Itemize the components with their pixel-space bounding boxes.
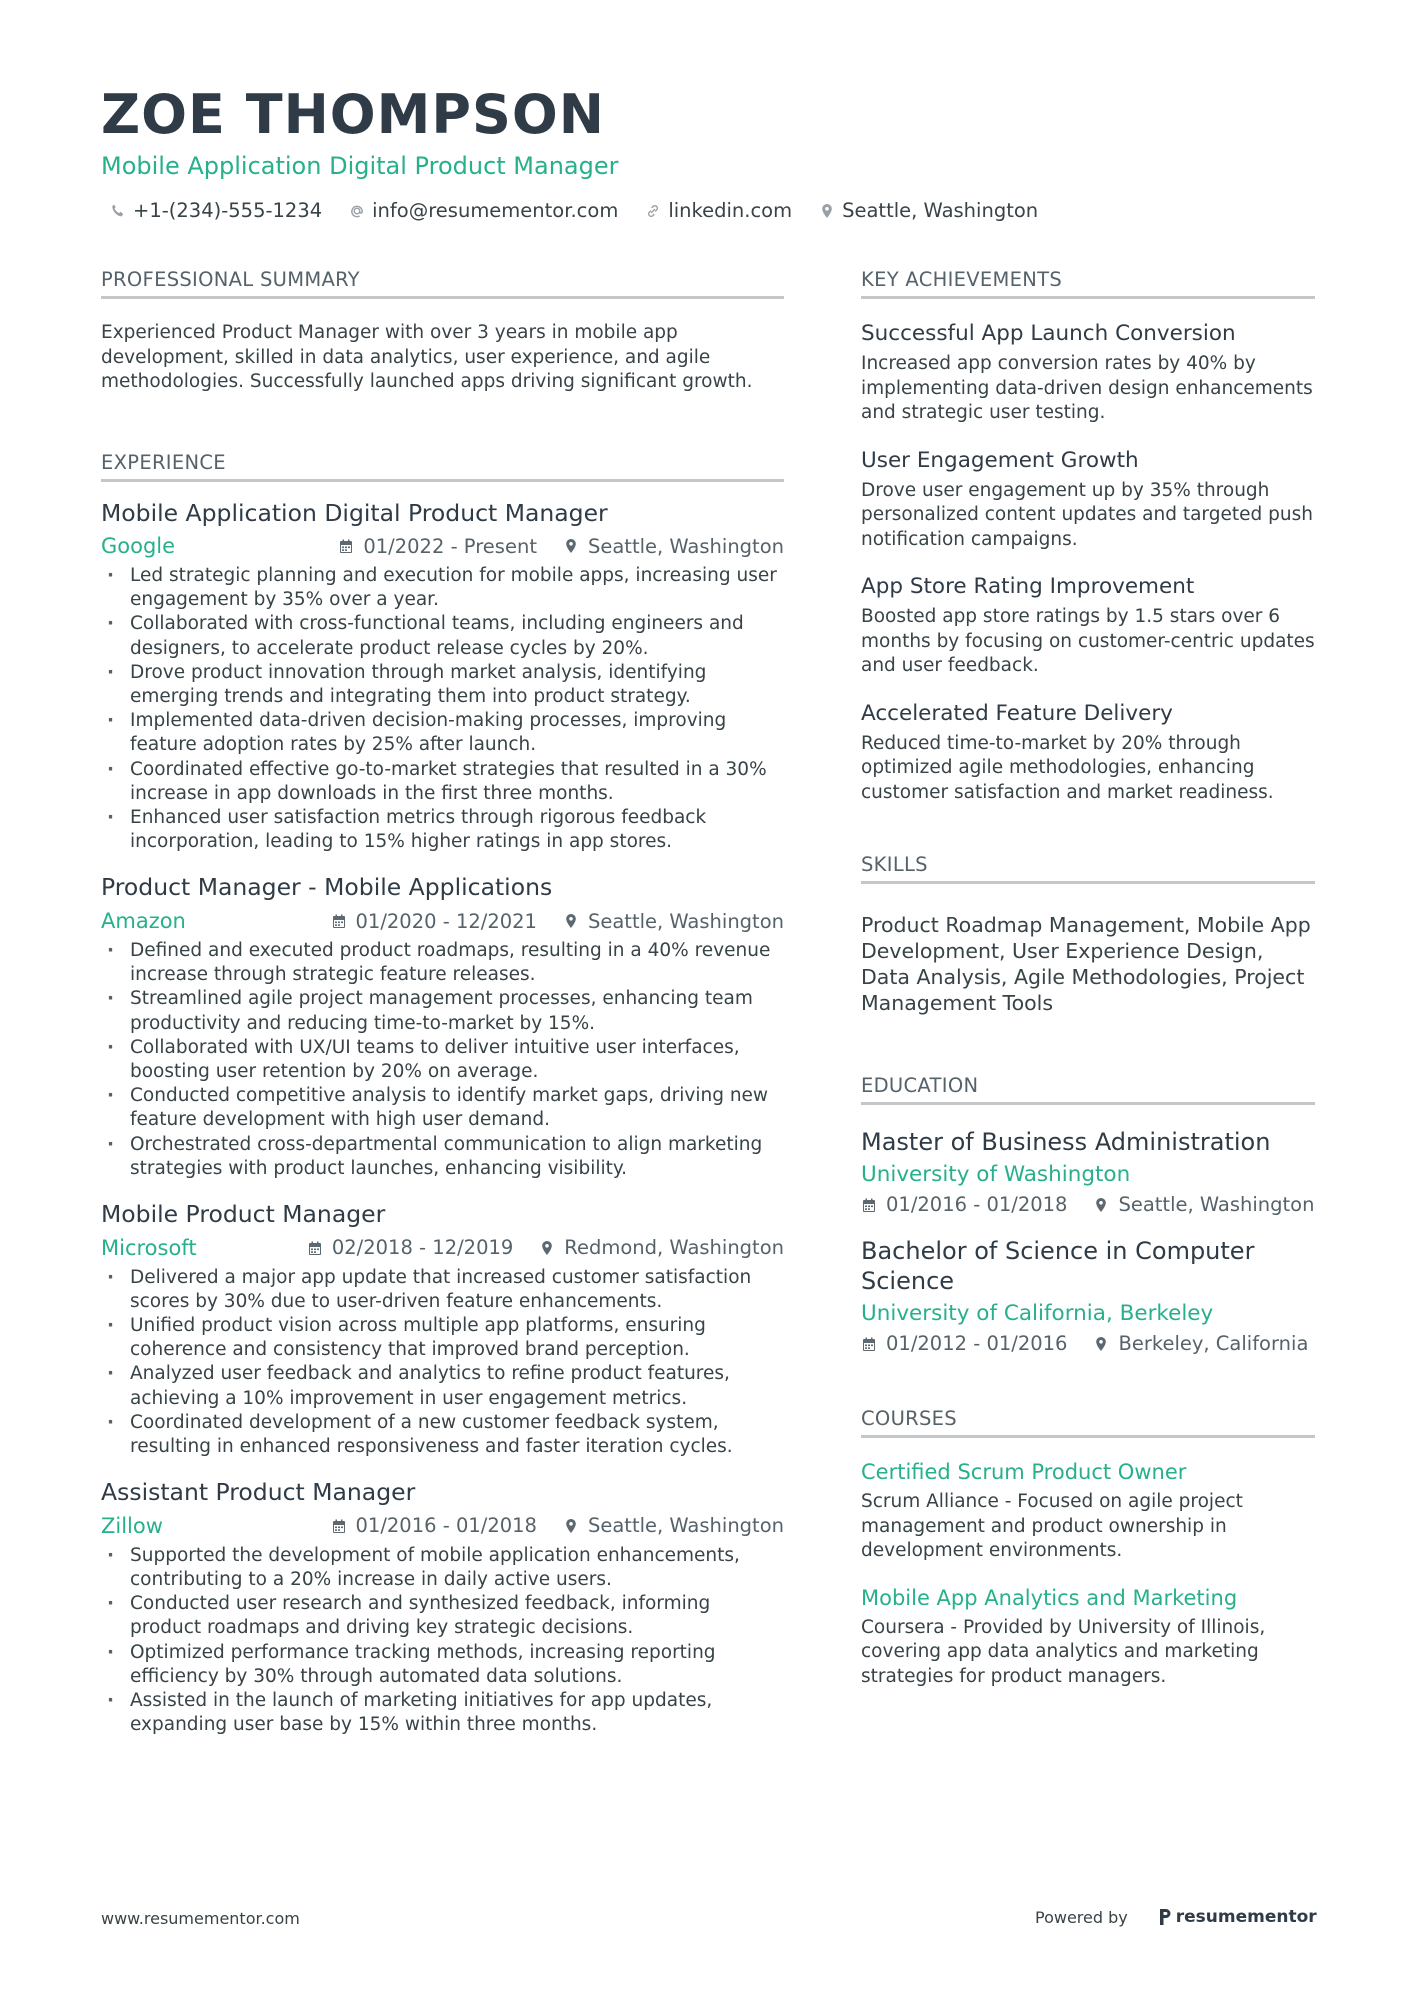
contact-email[interactable] <box>349 199 618 222</box>
school: University of Washington <box>861 1162 1131 1187</box>
achievement-title: Successful App Launch Conversion <box>861 321 1236 346</box>
location-text: Seattle, Washington <box>587 1514 784 1538</box>
job-bullet: · Enhanced user satisfaction metrics through rigorous feedback incorporation, leading to 15% higher ratings in app stores. <box>101 806 784 854</box>
contact-location-text: Seattle, Washington <box>842 199 1039 222</box>
calendar-icon <box>331 1518 347 1534</box>
skills-section <box>861 853 1315 1016</box>
map-pin-icon <box>563 913 579 929</box>
achievement-desc: Boosted app store ratings by 1.5 stars over 6 months by focusing on customer-centric updates and user feedback. <box>861 606 1315 676</box>
job-meta <box>101 1514 784 1538</box>
location <box>1093 1332 1308 1355</box>
contact-linkedin[interactable] <box>645 199 792 222</box>
job-title: Assistant Product Manager <box>101 1478 416 1507</box>
achievement-desc: Reduced time-to-market by 20% through optimized agile methodologies, enhancing customer satisfaction and market readiness. <box>861 732 1274 803</box>
date-range <box>338 535 537 558</box>
education-meta <box>861 1193 1315 1216</box>
achievement-item <box>861 448 1315 553</box>
achievements-heading: KEY ACHIEVEMENTS <box>861 268 1315 299</box>
calendar-icon <box>338 538 354 554</box>
job-bullet: · Coordinated effective go-to-market strategies that resulted in a 30% increase in app downloads in the first three months. <box>101 758 784 806</box>
footer-powered <box>1035 1907 1317 1927</box>
location <box>1093 1193 1314 1216</box>
contact-linkedin-text: linkedin.com <box>668 199 793 222</box>
date-text: 01/2020 - 12/2021 <box>355 909 537 933</box>
job-bullet: · Delivered a major app update that increased customer satisfaction scores by 30% due to user-driven feature enhancements. <box>101 1266 784 1314</box>
job-bullet: · Collaborated with UX/UI teams to deliver intuitive user interfaces, boosting user retention by 20% on average. <box>101 1036 784 1084</box>
calendar-icon <box>861 1197 877 1213</box>
achievement-desc: Drove user engagement up by 35% through personalized content updates and targeted push notification campaigns. <box>861 479 1313 550</box>
map-pin-icon <box>1093 1336 1109 1352</box>
courses-section <box>861 1407 1315 1689</box>
job-bullet: · Unified product vision across multiple app platforms, ensuring coherence and consistency that improved brand perception. <box>101 1314 784 1362</box>
date-text: 01/2016 - 01/2018 <box>355 1514 537 1538</box>
map-pin-icon <box>563 1518 579 1534</box>
job-meta <box>101 909 784 933</box>
summary-section <box>101 268 784 395</box>
candidate-title: Mobile Application Digital Product Manager <box>101 152 619 180</box>
education-section <box>861 1074 1315 1355</box>
location <box>539 1236 784 1259</box>
achievement-item <box>861 321 1315 426</box>
job-bullet: · Optimized performance tracking methods, increasing reporting efficiency by 30% through automated data solutions. <box>101 1641 784 1689</box>
contact-phone-text: +1-(234)-555-1234 <box>133 199 323 222</box>
date-range <box>861 1332 1067 1355</box>
at-icon <box>349 203 365 219</box>
achievement-list <box>861 321 1315 805</box>
location <box>563 535 784 558</box>
date-range <box>331 910 537 933</box>
job-bullets <box>101 1544 784 1738</box>
date-text: 02/2018 - 12/2019 <box>331 1236 514 1260</box>
company-name: Google <box>101 534 176 559</box>
achievement-desc: Increased app conversion rates by 40% by implementing data-driven design enhancements and strategic user testing. <box>861 353 1313 423</box>
skills-text: Product Roadmap Management, Mobile App Development, User Experience Design, Data Analysis, Agile Methodologies, Project Management Tools <box>861 913 1311 1015</box>
company-name: Microsoft <box>101 1235 197 1260</box>
contact-phone[interactable] <box>110 199 322 222</box>
summary-text: Experienced Product Manager with over 3 years in mobile app development, skilled in data analytics, user experience, and agile methodologies. Successfully launched apps driving significant growth. <box>101 322 753 392</box>
course-desc: Coursera - Provided by University of Illinois, covering app data analytics and marketing strategies for product managers. <box>861 1616 1266 1687</box>
course-item <box>861 1586 1315 1690</box>
map-pin-icon <box>819 203 835 219</box>
achievement-item <box>861 574 1315 679</box>
phone-icon <box>110 203 126 219</box>
job-bullet: · Conducted competitive analysis to identify market gaps, driving new feature development with high user demand. <box>101 1084 784 1132</box>
education-meta <box>861 1332 1315 1355</box>
candidate-name: ZOE THOMPSON <box>101 83 605 146</box>
achievement-title: Accelerated Feature Delivery <box>861 700 1173 726</box>
course-list <box>861 1460 1315 1689</box>
education-item <box>861 1127 1315 1216</box>
degree: Master of Business Administration <box>861 1128 1271 1156</box>
brand-logo[interactable] <box>1158 1907 1317 1927</box>
date-text: 01/2016 - 01/2018 <box>886 1193 1068 1216</box>
resumementor-logo-icon <box>1158 1907 1172 1927</box>
job-bullet: · Conducted user research and synthesized feedback, informing product roadmaps and driving key strategic decisions. <box>101 1592 784 1640</box>
contact-location <box>819 199 1038 222</box>
job-bullet: · Led strategic planning and execution for mobile apps, increasing user engagement by 35% over a year. <box>101 564 784 612</box>
calendar-icon <box>331 913 347 929</box>
job-bullet: · Drove product innovation through market analysis, identifying emerging trends and integrating them into product strategy. <box>101 661 784 709</box>
degree: Bachelor of Science in Computer Science <box>861 1237 1255 1295</box>
course-title: Mobile App Analytics and Marketing <box>861 1585 1238 1610</box>
course-desc: Scrum Alliance - Focused on agile project management and product ownership in development environments. <box>861 1491 1243 1561</box>
job-entry <box>101 872 784 1181</box>
left-column <box>101 268 784 1755</box>
job-title: Mobile Product Manager <box>101 1200 386 1229</box>
date-range <box>307 1236 513 1259</box>
job-bullet: · Collaborated with cross-functional teams, including engineers and designers, to accelerate product release cycles by 20%. <box>101 612 784 660</box>
job-list <box>101 498 784 1738</box>
job-meta <box>101 1236 784 1260</box>
course-title: Certified Scrum Product Owner <box>861 1460 1187 1484</box>
achievements-section <box>861 268 1315 805</box>
job-title: Mobile Application Digital Product Manager <box>101 498 608 527</box>
education-heading: EDUCATION <box>861 1074 1315 1105</box>
courses-heading: COURSES <box>861 1407 1315 1438</box>
job-title: Product Manager - Mobile Applications <box>101 873 553 902</box>
contact-email-text: info@resumementor.com <box>372 199 619 222</box>
job-bullet: · Streamlined agile project management processes, enhancing team productivity and reducing time-to-market by 15%. <box>101 987 784 1035</box>
location-text: Seattle, Washington <box>587 534 784 558</box>
job-bullet: · Coordinated development of a new customer feedback system, resulting in enhanced responsiveness and faster iteration cycles. <box>101 1411 784 1459</box>
map-pin-icon <box>539 1240 555 1256</box>
calendar-icon <box>861 1336 877 1352</box>
experience-heading: EXPERIENCE <box>101 451 784 482</box>
job-bullet: · Assisted in the launch of marketing initiatives for app updates, expanding user base by 15% within three months. <box>101 1689 784 1737</box>
location <box>563 910 784 933</box>
job-bullet: · Analyzed user feedback and analytics to refine product features, achieving a 10% improvement in user engagement metrics. <box>101 1362 784 1410</box>
map-pin-icon <box>563 538 579 554</box>
date-range <box>861 1193 1067 1216</box>
location-text: Seattle, Washington <box>587 909 784 933</box>
calendar-icon <box>307 1240 323 1256</box>
job-meta <box>101 534 784 558</box>
brand-name: resumementor <box>1175 1907 1317 1927</box>
achievement-item <box>861 701 1315 806</box>
education-item <box>861 1236 1315 1355</box>
course-item <box>861 1460 1315 1564</box>
location-text: Seattle, Washington <box>1118 1193 1315 1216</box>
location-text: Redmond, Washington <box>564 1236 784 1260</box>
contact-bar <box>110 199 1065 222</box>
footer-url[interactable]: www.resumementor.com <box>101 1909 300 1928</box>
school: University of California, Berkeley <box>861 1301 1214 1326</box>
date-text: 01/2012 - 01/2016 <box>886 1332 1068 1355</box>
achievement-title: User Engagement Growth <box>861 447 1139 473</box>
job-bullets <box>101 1266 784 1460</box>
skills-heading: SKILLS <box>861 853 1315 884</box>
job-entry <box>101 498 784 855</box>
map-pin-icon <box>1093 1197 1109 1213</box>
job-bullet: · Orchestrated cross-departmental communication to align marketing strategies with product launches, enhancing visibility. <box>101 1133 784 1181</box>
link-icon <box>645 203 661 219</box>
job-bullet: · Supported the development of mobile application enhancements, contributing to a 20% increase in daily active users. <box>101 1544 784 1592</box>
experience-section <box>101 451 784 1738</box>
date-range <box>331 1514 537 1537</box>
location <box>563 1514 784 1537</box>
date-text: 01/2022 - Present <box>363 534 537 558</box>
company-name: Amazon <box>101 909 186 934</box>
right-column <box>861 268 1315 1711</box>
summary-heading: PROFESSIONAL SUMMARY <box>101 268 784 299</box>
job-bullet: · Defined and executed product roadmaps, resulting in a 40% revenue increase through strategic feature releases. <box>101 939 784 987</box>
job-bullet: · Implemented data-driven decision-making processes, improving feature adoption rates by 25% after launch. <box>101 709 784 757</box>
company-name: Zillow <box>101 1513 163 1538</box>
job-bullets <box>101 564 784 854</box>
location-text: Berkeley, California <box>1118 1332 1309 1355</box>
education-list <box>861 1127 1315 1355</box>
job-bullets <box>101 939 784 1181</box>
job-entry <box>101 1199 784 1459</box>
job-entry <box>101 1477 784 1737</box>
achievement-title: App Store Rating Improvement <box>861 574 1195 599</box>
powered-by-label: Powered by <box>1035 1907 1128 1927</box>
